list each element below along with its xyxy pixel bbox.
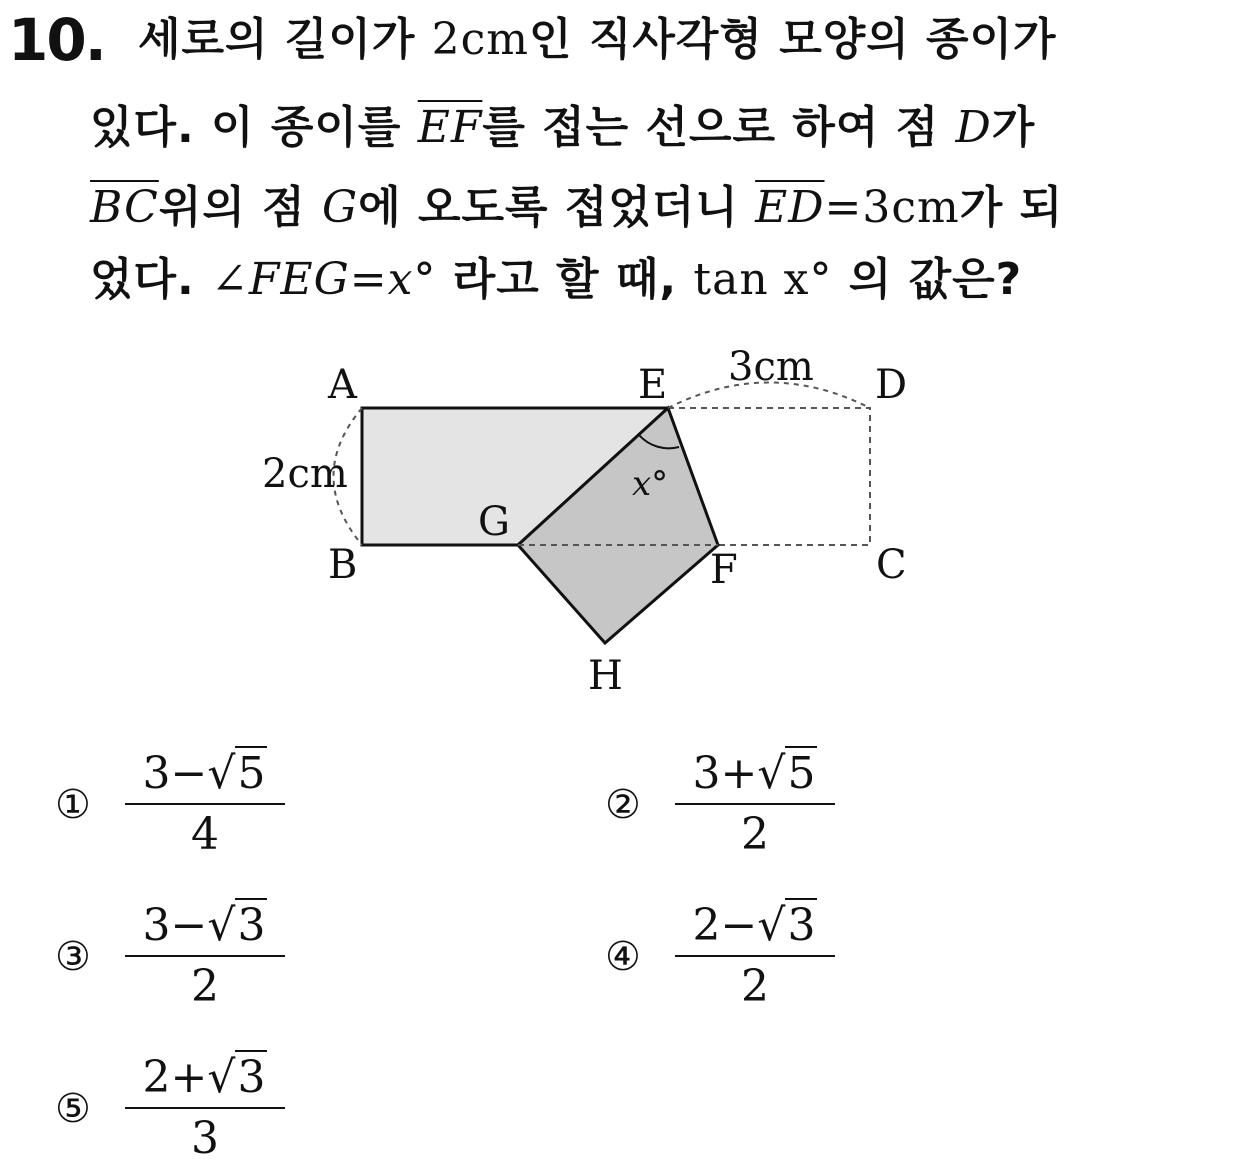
q3-text-d: 에 오도록 접었더니 — [358, 182, 756, 233]
label-c: C — [876, 542, 907, 588]
question-number: 10. — [8, 6, 105, 74]
denominator: 2 — [191, 960, 219, 1012]
label-g: G — [478, 499, 510, 545]
choice-number: ④ — [605, 933, 641, 980]
fraction-bar — [125, 955, 285, 957]
q1-length: 2cm — [431, 14, 530, 65]
label-f: F — [710, 547, 738, 593]
point-d: D — [955, 102, 992, 153]
radicand: 3 — [787, 900, 816, 951]
choice-number: ① — [55, 781, 91, 828]
fraction-bar — [125, 1107, 285, 1109]
label-d: D — [875, 362, 908, 408]
radicand: 3 — [237, 1052, 266, 1103]
numerator: 3−√5 — [142, 748, 266, 799]
numerator: 3+√5 — [692, 748, 816, 799]
choice-1[interactable] — [55, 748, 285, 862]
numerator: 2−√3 — [692, 900, 816, 951]
label-e: E — [638, 362, 668, 408]
fraction — [125, 900, 285, 1014]
q4-text-a: 었다. — [90, 254, 212, 305]
height-label: 2cm — [262, 451, 348, 497]
folded-paper-figure — [250, 335, 950, 705]
q2-text-a: 있다. 이 종이를 — [90, 102, 418, 153]
fraction-bar — [675, 955, 835, 957]
angle-label: x° — [632, 464, 669, 504]
fraction — [125, 748, 285, 862]
tan-expression: tan x° — [693, 254, 833, 305]
fraction — [675, 900, 835, 1014]
denominator: 2 — [741, 808, 769, 860]
choice-number: ② — [605, 781, 641, 828]
radicand: 3 — [237, 900, 266, 951]
fraction-bar — [125, 803, 285, 805]
q1-text-c: 인 직사각형 모양의 종이가 — [529, 14, 1057, 65]
q4-text-c: 라고 할 때, — [436, 254, 694, 305]
choice-5[interactable] — [55, 1052, 285, 1166]
label-b: B — [328, 542, 358, 588]
denominator: 2 — [741, 960, 769, 1012]
segment-ef: $\overline{EF}$ — [417, 102, 483, 153]
fraction — [675, 748, 835, 862]
radicand: 5 — [237, 748, 266, 799]
segment-ed: $\overline{ED}$ — [755, 182, 825, 233]
label-h: H — [588, 653, 623, 699]
q2-text-c: 를 접는 선으로 하여 점 — [482, 102, 956, 153]
numerator: 3−√3 — [142, 900, 266, 951]
q3-text-g: 가 되 — [959, 182, 1064, 233]
ed-length: =3cm — [824, 182, 960, 233]
radicand: 5 — [787, 748, 816, 799]
question-line-4 — [90, 254, 1023, 305]
q1-text-a: 세로의 길이가 — [138, 14, 432, 65]
angle-expression: ∠FEG=x° — [211, 254, 437, 305]
question-line-2 — [90, 102, 1036, 153]
q3-text-b: 위의 점 — [158, 182, 322, 233]
choice-3[interactable] — [55, 900, 285, 1014]
choice-number: ⑤ — [55, 1085, 91, 1132]
point-g: G — [321, 182, 359, 233]
choice-number: ③ — [55, 933, 91, 980]
question-line-3 — [90, 182, 1064, 233]
choice-2[interactable] — [605, 748, 835, 862]
choice-4[interactable] — [605, 900, 835, 1014]
denominator: 4 — [191, 808, 219, 860]
label-a: A — [328, 362, 357, 408]
q2-text-e: 가 — [991, 102, 1036, 153]
ed-length-label: 3cm — [728, 344, 814, 390]
fraction — [125, 1052, 285, 1166]
q4-text-e: 의 값은? — [832, 254, 1023, 305]
numerator: 2+√3 — [142, 1052, 266, 1103]
question-line-1 — [138, 14, 1057, 65]
denominator: 3 — [191, 1112, 219, 1164]
segment-bc: $\overline{BC}$ — [90, 182, 159, 233]
fraction-bar — [675, 803, 835, 805]
